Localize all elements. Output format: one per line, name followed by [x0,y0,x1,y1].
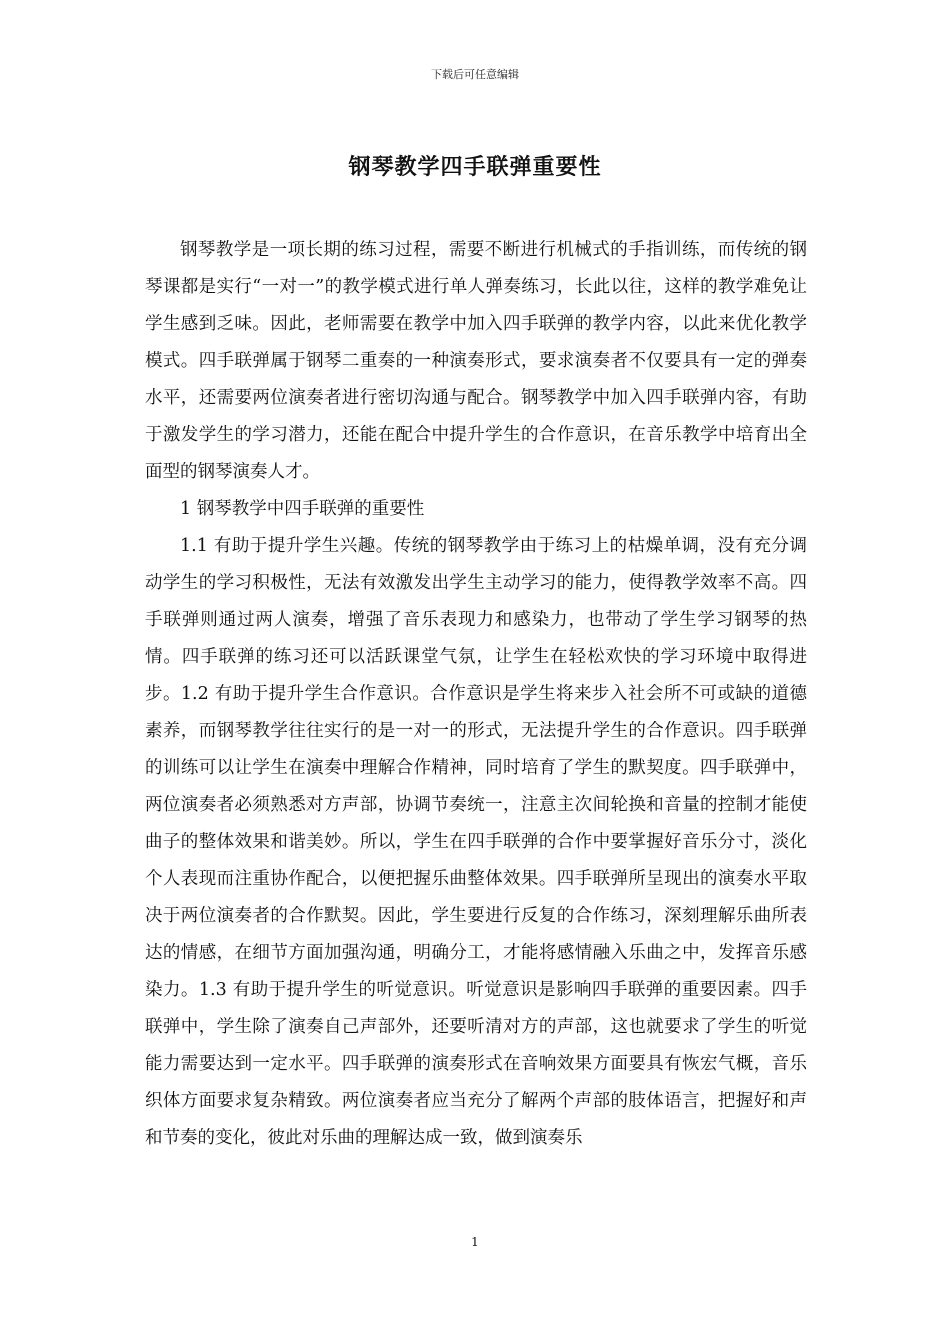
page-number: 1 [471,1235,479,1249]
paragraph-intro: 钢琴教学是一项长期的练习过程，需要不断进行机械式的手指训练，而传统的钢琴课都是实行“一对一”的教学模式进行单人弹奏练习，长此以往，这样的教学难免让学生感到乏味。因此，老师需要在教学中加入四手联弹的教学内容，以此来优化教学模式。四手联弹属于钢琴二重奏的一种演奏形式，要求演奏者不仅要具有一定的弹奏水平，还需要两位演奏者进行密切沟通与配合。钢琴教学中加入四手联弹内容，有助于激发学生的学习潜力，还能在配合中提升学生的合作意识，在音乐教学中培育出全面型的钢琴演奏人才。 [145,240,807,482]
header-note: 下载后可任意编辑 [431,68,519,81]
document-body [145,232,807,1157]
section-heading: 1 钢琴教学中四手联弹的重要性 [180,499,425,519]
paragraph-section-1: 1.1 有助于提升学生兴趣。传统的钢琴教学由于练习上的枯燥单调，没有充分调动学生的学习积极性，无法有效激发出学生主动学习的能力，使得教学效率不高。四手联弹则通过两人演奏，增强了音乐表现力和感染力，也带动了学生学习钢琴的热情。四手联弹的练习还可以活跃课堂气氛，让学生在轻松欢快的学习环境中取得进步。1.2 有助于提升学生合作意识。合作意识是学生将来步入社会所不可或缺的道德素养，而钢琴教学往往实行的是一对一的形式，无法提升学生的合作意识。四手联弹的训练可以让学生在演奏中理解合作精神，同时培育了学生的默契度。四手联弹中，两位演奏者必须熟悉对方声部，协调节奏统一，注意主次间轮换和音量的控制才能使曲子的整体效果和谐美妙。所以，学生在四手联弹的合作中要掌握好音乐分寸，淡化个人表现而注重协作配合，以便把握乐曲整体效果。四手联弹所呈现出的演奏水平取决于两位演奏者的合作默契。因此，学生要进行反复的合作练习，深刻理解乐曲所表达的情感，在细节方面加强沟通，明确分工，才能将感情融入乐曲之中，发挥音乐感染力。1.3 有助于提升学生的听觉意识。听觉意识是影响四手联弹的重要因素。四手联弹中，学生除了演奏自己声部外，还要听清对方的声部，这也就要求了学生的听觉能力需要达到一定水平。四手联弹的演奏形式在音响效果方面要具有恢宏气概，音乐织体方面要求复杂精致。两位演奏者应当充分了解两个声部的肢体语言，把握好和声和节奏的变化，彼此对乐曲的理解达成一致，做到演奏乐 [145,536,807,1148]
document-title: 钢琴教学四手联弹重要性 [348,154,602,180]
